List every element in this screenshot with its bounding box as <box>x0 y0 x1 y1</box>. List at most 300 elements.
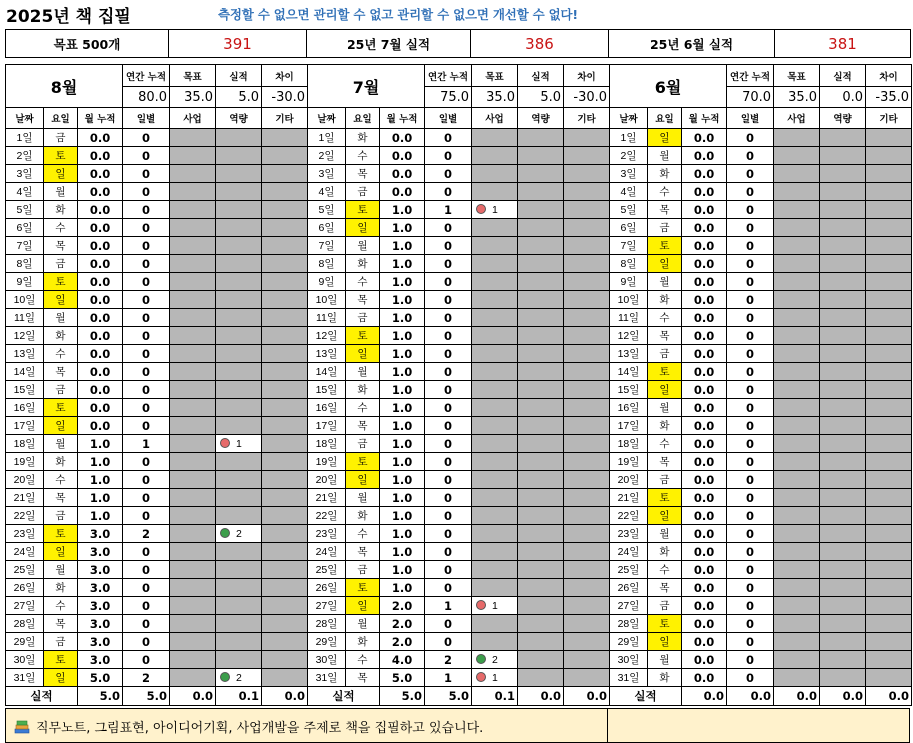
day-other-cell[interactable] <box>564 597 610 615</box>
day-other-cell[interactable] <box>262 417 308 435</box>
day-daily-count[interactable]: 0 <box>727 561 774 579</box>
day-business-cell[interactable] <box>472 273 518 291</box>
day-other-cell[interactable] <box>866 633 912 651</box>
day-daily-count[interactable]: 0 <box>727 381 774 399</box>
day-daily-count[interactable]: 0 <box>727 165 774 183</box>
day-other-cell[interactable] <box>866 417 912 435</box>
day-daily-count[interactable]: 0 <box>123 471 170 489</box>
day-other-cell[interactable] <box>262 651 308 669</box>
target-value[interactable]: 35.0 <box>774 87 820 108</box>
day-competency-cell[interactable] <box>518 543 564 561</box>
day-competency-cell[interactable] <box>820 471 866 489</box>
day-business-cell[interactable] <box>472 417 518 435</box>
day-competency-cell[interactable] <box>216 615 262 633</box>
day-business-cell[interactable] <box>774 255 820 273</box>
day-business-cell[interactable] <box>774 543 820 561</box>
day-business-cell[interactable] <box>170 651 216 669</box>
day-daily-count[interactable]: 0 <box>123 453 170 471</box>
day-business-cell[interactable] <box>774 129 820 147</box>
day-competency-cell[interactable] <box>216 561 262 579</box>
day-daily-count[interactable]: 0 <box>123 597 170 615</box>
day-other-cell[interactable] <box>866 489 912 507</box>
day-daily-count[interactable]: 0 <box>123 633 170 651</box>
day-competency-cell[interactable] <box>518 579 564 597</box>
day-competency-cell[interactable] <box>820 435 866 453</box>
day-other-cell[interactable] <box>866 471 912 489</box>
day-daily-count[interactable]: 0 <box>727 399 774 417</box>
day-other-cell[interactable] <box>866 345 912 363</box>
day-daily-count[interactable]: 0 <box>425 489 472 507</box>
day-other-cell[interactable] <box>866 399 912 417</box>
day-competency-cell[interactable] <box>820 201 866 219</box>
day-daily-count[interactable]: 0 <box>727 471 774 489</box>
day-competency-cell[interactable] <box>820 147 866 165</box>
day-business-cell[interactable] <box>472 561 518 579</box>
day-other-cell[interactable] <box>866 381 912 399</box>
day-business-cell[interactable] <box>170 453 216 471</box>
day-business-cell[interactable] <box>774 507 820 525</box>
day-daily-count[interactable]: 0 <box>123 381 170 399</box>
day-business-cell[interactable] <box>472 147 518 165</box>
day-business-cell[interactable] <box>774 201 820 219</box>
day-other-cell[interactable] <box>866 615 912 633</box>
day-other-cell[interactable] <box>564 237 610 255</box>
day-business-cell[interactable] <box>170 417 216 435</box>
day-daily-count[interactable]: 0 <box>425 525 472 543</box>
day-competency-cell[interactable] <box>820 363 866 381</box>
day-daily-count[interactable]: 0 <box>727 327 774 345</box>
day-competency-cell[interactable] <box>518 615 564 633</box>
day-other-cell[interactable] <box>262 309 308 327</box>
day-competency-cell[interactable] <box>518 129 564 147</box>
day-business-cell[interactable] <box>472 165 518 183</box>
day-other-cell[interactable] <box>866 435 912 453</box>
day-competency-cell[interactable] <box>518 399 564 417</box>
day-competency-cell[interactable] <box>820 615 866 633</box>
day-other-cell[interactable] <box>564 525 610 543</box>
day-business-cell[interactable] <box>472 651 518 669</box>
day-daily-count[interactable]: 0 <box>727 489 774 507</box>
day-other-cell[interactable] <box>564 291 610 309</box>
day-daily-count[interactable]: 0 <box>425 507 472 525</box>
day-daily-count[interactable]: 0 <box>123 507 170 525</box>
day-business-cell[interactable] <box>774 471 820 489</box>
day-daily-count[interactable]: 0 <box>727 345 774 363</box>
annual-value[interactable]: 70.0 <box>727 87 774 108</box>
day-daily-count[interactable]: 0 <box>727 525 774 543</box>
day-other-cell[interactable] <box>866 165 912 183</box>
day-competency-cell[interactable] <box>820 183 866 201</box>
day-other-cell[interactable] <box>564 381 610 399</box>
day-daily-count[interactable]: 0 <box>425 219 472 237</box>
day-business-cell[interactable] <box>472 327 518 345</box>
day-other-cell[interactable] <box>564 255 610 273</box>
day-business-cell[interactable] <box>472 615 518 633</box>
day-competency-cell[interactable] <box>820 291 866 309</box>
day-business-cell[interactable] <box>472 507 518 525</box>
day-business-cell[interactable] <box>170 399 216 417</box>
day-competency-cell[interactable] <box>518 183 564 201</box>
day-other-cell[interactable] <box>262 381 308 399</box>
day-other-cell[interactable] <box>262 273 308 291</box>
day-business-cell[interactable] <box>170 363 216 381</box>
day-other-cell[interactable] <box>564 219 610 237</box>
day-other-cell[interactable] <box>262 453 308 471</box>
day-business-cell[interactable] <box>170 615 216 633</box>
day-other-cell[interactable] <box>262 363 308 381</box>
day-daily-count[interactable]: 0 <box>425 579 472 597</box>
day-competency-cell[interactable] <box>820 507 866 525</box>
day-competency-cell[interactable] <box>216 129 262 147</box>
day-competency-cell[interactable] <box>216 543 262 561</box>
day-other-cell[interactable] <box>564 273 610 291</box>
actual-value[interactable]: 0.0 <box>820 87 866 108</box>
day-daily-count[interactable]: 0 <box>425 273 472 291</box>
day-business-cell[interactable] <box>774 597 820 615</box>
day-business-cell[interactable] <box>472 543 518 561</box>
day-competency-cell[interactable] <box>216 579 262 597</box>
day-competency-cell[interactable] <box>518 201 564 219</box>
day-daily-count[interactable]: 0 <box>123 219 170 237</box>
day-competency-cell[interactable] <box>216 201 262 219</box>
day-competency-cell[interactable] <box>518 561 564 579</box>
day-daily-count[interactable]: 0 <box>123 183 170 201</box>
day-business-cell[interactable] <box>774 399 820 417</box>
day-other-cell[interactable] <box>262 201 308 219</box>
day-other-cell[interactable] <box>564 453 610 471</box>
day-competency-cell[interactable] <box>518 417 564 435</box>
day-daily-count[interactable]: 0 <box>425 399 472 417</box>
day-business-cell[interactable] <box>170 579 216 597</box>
day-business-cell[interactable] <box>472 579 518 597</box>
day-daily-count[interactable]: 0 <box>727 417 774 435</box>
day-other-cell[interactable] <box>564 651 610 669</box>
day-competency-cell[interactable] <box>518 651 564 669</box>
day-business-cell[interactable] <box>774 309 820 327</box>
diff-value[interactable]: -30.0 <box>564 87 610 108</box>
day-daily-count[interactable]: 1 <box>425 201 472 219</box>
day-competency-cell[interactable] <box>216 471 262 489</box>
day-other-cell[interactable] <box>262 147 308 165</box>
annual-value[interactable]: 75.0 <box>425 87 472 108</box>
day-competency-cell[interactable] <box>820 129 866 147</box>
day-competency-cell[interactable] <box>518 219 564 237</box>
day-competency-cell[interactable] <box>216 327 262 345</box>
day-daily-count[interactable]: 0 <box>123 129 170 147</box>
day-competency-cell[interactable] <box>820 579 866 597</box>
day-daily-count[interactable]: 0 <box>425 615 472 633</box>
day-other-cell[interactable] <box>866 201 912 219</box>
day-other-cell[interactable] <box>262 525 308 543</box>
day-daily-count[interactable]: 0 <box>425 561 472 579</box>
day-daily-count[interactable]: 0 <box>727 633 774 651</box>
day-competency-cell[interactable] <box>518 633 564 651</box>
day-business-cell[interactable] <box>472 129 518 147</box>
day-competency-cell[interactable] <box>216 525 262 543</box>
day-competency-cell[interactable] <box>518 507 564 525</box>
day-business-cell[interactable] <box>170 291 216 309</box>
day-other-cell[interactable] <box>564 129 610 147</box>
target-value[interactable]: 35.0 <box>472 87 518 108</box>
day-daily-count[interactable]: 0 <box>425 381 472 399</box>
day-other-cell[interactable] <box>564 579 610 597</box>
day-other-cell[interactable] <box>866 309 912 327</box>
day-competency-cell[interactable] <box>820 453 866 471</box>
day-business-cell[interactable] <box>170 273 216 291</box>
day-other-cell[interactable] <box>564 633 610 651</box>
day-other-cell[interactable] <box>866 129 912 147</box>
day-other-cell[interactable] <box>564 489 610 507</box>
day-business-cell[interactable] <box>774 363 820 381</box>
day-competency-cell[interactable] <box>820 561 866 579</box>
day-daily-count[interactable]: 0 <box>425 543 472 561</box>
day-competency-cell[interactable] <box>820 309 866 327</box>
day-other-cell[interactable] <box>866 273 912 291</box>
day-competency-cell[interactable] <box>216 183 262 201</box>
day-competency-cell[interactable] <box>820 399 866 417</box>
day-business-cell[interactable] <box>472 669 518 687</box>
day-competency-cell[interactable] <box>518 327 564 345</box>
day-competency-cell[interactable] <box>518 525 564 543</box>
day-other-cell[interactable] <box>262 399 308 417</box>
day-daily-count[interactable]: 0 <box>123 561 170 579</box>
day-competency-cell[interactable] <box>820 543 866 561</box>
day-other-cell[interactable] <box>262 669 308 687</box>
day-other-cell[interactable] <box>262 579 308 597</box>
day-business-cell[interactable] <box>774 525 820 543</box>
day-competency-cell[interactable] <box>216 237 262 255</box>
day-other-cell[interactable] <box>866 507 912 525</box>
day-competency-cell[interactable] <box>820 651 866 669</box>
day-daily-count[interactable]: 0 <box>123 165 170 183</box>
day-competency-cell[interactable] <box>518 309 564 327</box>
day-business-cell[interactable] <box>472 471 518 489</box>
day-competency-cell[interactable] <box>820 597 866 615</box>
day-competency-cell[interactable] <box>216 435 262 453</box>
day-daily-count[interactable]: 1 <box>425 669 472 687</box>
day-competency-cell[interactable] <box>216 255 262 273</box>
day-business-cell[interactable] <box>170 543 216 561</box>
day-competency-cell[interactable] <box>518 237 564 255</box>
day-competency-cell[interactable] <box>820 273 866 291</box>
day-daily-count[interactable]: 0 <box>123 579 170 597</box>
day-competency-cell[interactable] <box>216 633 262 651</box>
day-other-cell[interactable] <box>866 255 912 273</box>
day-business-cell[interactable] <box>170 525 216 543</box>
day-daily-count[interactable]: 0 <box>727 669 774 687</box>
day-daily-count[interactable]: 0 <box>727 273 774 291</box>
day-other-cell[interactable] <box>866 291 912 309</box>
day-daily-count[interactable]: 0 <box>123 417 170 435</box>
day-competency-cell[interactable] <box>820 237 866 255</box>
day-business-cell[interactable] <box>774 453 820 471</box>
day-daily-count[interactable]: 0 <box>425 129 472 147</box>
day-daily-count[interactable]: 2 <box>123 525 170 543</box>
day-other-cell[interactable] <box>262 219 308 237</box>
day-business-cell[interactable] <box>472 489 518 507</box>
day-competency-cell[interactable] <box>518 165 564 183</box>
day-competency-cell[interactable] <box>518 363 564 381</box>
day-competency-cell[interactable] <box>216 291 262 309</box>
day-business-cell[interactable] <box>472 597 518 615</box>
day-competency-cell[interactable] <box>518 669 564 687</box>
day-business-cell[interactable] <box>472 255 518 273</box>
day-competency-cell[interactable] <box>216 345 262 363</box>
jul-result-value[interactable]: 386 <box>471 30 609 58</box>
day-business-cell[interactable] <box>774 435 820 453</box>
day-business-cell[interactable] <box>170 165 216 183</box>
day-business-cell[interactable] <box>170 147 216 165</box>
day-daily-count[interactable]: 0 <box>425 237 472 255</box>
day-other-cell[interactable] <box>866 147 912 165</box>
day-competency-cell[interactable] <box>518 471 564 489</box>
day-business-cell[interactable] <box>170 237 216 255</box>
day-business-cell[interactable] <box>170 489 216 507</box>
day-other-cell[interactable] <box>262 489 308 507</box>
day-competency-cell[interactable] <box>216 453 262 471</box>
day-other-cell[interactable] <box>866 651 912 669</box>
day-business-cell[interactable] <box>774 327 820 345</box>
day-business-cell[interactable] <box>472 309 518 327</box>
day-other-cell[interactable] <box>564 417 610 435</box>
day-other-cell[interactable] <box>564 345 610 363</box>
diff-value[interactable]: -35.0 <box>866 87 912 108</box>
day-competency-cell[interactable] <box>518 345 564 363</box>
day-daily-count[interactable]: 0 <box>425 633 472 651</box>
day-competency-cell[interactable] <box>518 489 564 507</box>
day-other-cell[interactable] <box>262 543 308 561</box>
day-other-cell[interactable] <box>564 183 610 201</box>
day-other-cell[interactable] <box>564 363 610 381</box>
day-other-cell[interactable] <box>262 345 308 363</box>
day-other-cell[interactable] <box>262 183 308 201</box>
day-daily-count[interactable]: 0 <box>123 291 170 309</box>
day-competency-cell[interactable] <box>216 597 262 615</box>
day-daily-count[interactable]: 0 <box>425 417 472 435</box>
day-other-cell[interactable] <box>262 633 308 651</box>
day-competency-cell[interactable] <box>216 651 262 669</box>
day-daily-count[interactable]: 0 <box>123 201 170 219</box>
target-value[interactable]: 35.0 <box>170 87 216 108</box>
day-other-cell[interactable] <box>262 597 308 615</box>
day-business-cell[interactable] <box>472 201 518 219</box>
day-daily-count[interactable]: 0 <box>727 201 774 219</box>
day-business-cell[interactable] <box>170 183 216 201</box>
day-business-cell[interactable] <box>170 201 216 219</box>
day-competency-cell[interactable] <box>518 273 564 291</box>
day-other-cell[interactable] <box>262 237 308 255</box>
day-daily-count[interactable]: 0 <box>425 471 472 489</box>
day-daily-count[interactable]: 0 <box>727 615 774 633</box>
day-competency-cell[interactable] <box>518 255 564 273</box>
day-business-cell[interactable] <box>774 237 820 255</box>
day-business-cell[interactable] <box>170 327 216 345</box>
day-business-cell[interactable] <box>170 669 216 687</box>
day-daily-count[interactable]: 1 <box>425 597 472 615</box>
day-daily-count[interactable]: 0 <box>425 291 472 309</box>
day-competency-cell[interactable] <box>216 381 262 399</box>
day-business-cell[interactable] <box>170 471 216 489</box>
day-business-cell[interactable] <box>472 291 518 309</box>
day-daily-count[interactable]: 0 <box>727 597 774 615</box>
day-daily-count[interactable]: 0 <box>727 309 774 327</box>
day-daily-count[interactable]: 0 <box>425 255 472 273</box>
day-other-cell[interactable] <box>564 147 610 165</box>
day-daily-count[interactable]: 0 <box>425 147 472 165</box>
day-business-cell[interactable] <box>774 669 820 687</box>
day-business-cell[interactable] <box>472 399 518 417</box>
day-business-cell[interactable] <box>774 615 820 633</box>
day-daily-count[interactable]: 0 <box>727 255 774 273</box>
day-competency-cell[interactable] <box>820 345 866 363</box>
day-daily-count[interactable]: 0 <box>425 435 472 453</box>
day-other-cell[interactable] <box>866 183 912 201</box>
day-competency-cell[interactable] <box>820 255 866 273</box>
day-daily-count[interactable]: 0 <box>123 651 170 669</box>
day-business-cell[interactable] <box>472 237 518 255</box>
day-competency-cell[interactable] <box>216 669 262 687</box>
day-business-cell[interactable] <box>774 183 820 201</box>
day-daily-count[interactable]: 0 <box>123 237 170 255</box>
day-other-cell[interactable] <box>262 561 308 579</box>
day-daily-count[interactable]: 0 <box>425 309 472 327</box>
day-other-cell[interactable] <box>564 309 610 327</box>
day-daily-count[interactable]: 0 <box>425 183 472 201</box>
day-competency-cell[interactable] <box>820 489 866 507</box>
day-other-cell[interactable] <box>564 615 610 633</box>
day-competency-cell[interactable] <box>518 147 564 165</box>
day-daily-count[interactable]: 2 <box>425 651 472 669</box>
day-business-cell[interactable] <box>170 219 216 237</box>
day-other-cell[interactable] <box>262 129 308 147</box>
day-competency-cell[interactable] <box>216 417 262 435</box>
day-business-cell[interactable] <box>472 435 518 453</box>
day-daily-count[interactable]: 0 <box>123 399 170 417</box>
day-other-cell[interactable] <box>866 579 912 597</box>
day-business-cell[interactable] <box>472 219 518 237</box>
day-other-cell[interactable] <box>866 453 912 471</box>
day-business-cell[interactable] <box>472 363 518 381</box>
day-business-cell[interactable] <box>170 129 216 147</box>
day-daily-count[interactable]: 0 <box>123 327 170 345</box>
day-business-cell[interactable] <box>170 561 216 579</box>
day-other-cell[interactable] <box>866 219 912 237</box>
day-business-cell[interactable] <box>774 561 820 579</box>
day-business-cell[interactable] <box>170 309 216 327</box>
day-competency-cell[interactable] <box>820 669 866 687</box>
day-business-cell[interactable] <box>774 489 820 507</box>
day-business-cell[interactable] <box>170 345 216 363</box>
day-daily-count[interactable]: 0 <box>123 363 170 381</box>
actual-value[interactable]: 5.0 <box>216 87 262 108</box>
day-other-cell[interactable] <box>564 201 610 219</box>
day-daily-count[interactable]: 0 <box>123 345 170 363</box>
day-competency-cell[interactable] <box>820 525 866 543</box>
day-competency-cell[interactable] <box>820 417 866 435</box>
diff-value[interactable]: -30.0 <box>262 87 308 108</box>
day-competency-cell[interactable] <box>518 291 564 309</box>
day-competency-cell[interactable] <box>518 381 564 399</box>
day-competency-cell[interactable] <box>820 165 866 183</box>
day-daily-count[interactable]: 0 <box>123 489 170 507</box>
day-other-cell[interactable] <box>262 615 308 633</box>
day-other-cell[interactable] <box>564 561 610 579</box>
day-business-cell[interactable] <box>774 381 820 399</box>
day-daily-count[interactable]: 0 <box>425 165 472 183</box>
day-competency-cell[interactable] <box>518 453 564 471</box>
day-daily-count[interactable]: 1 <box>123 435 170 453</box>
day-business-cell[interactable] <box>472 381 518 399</box>
